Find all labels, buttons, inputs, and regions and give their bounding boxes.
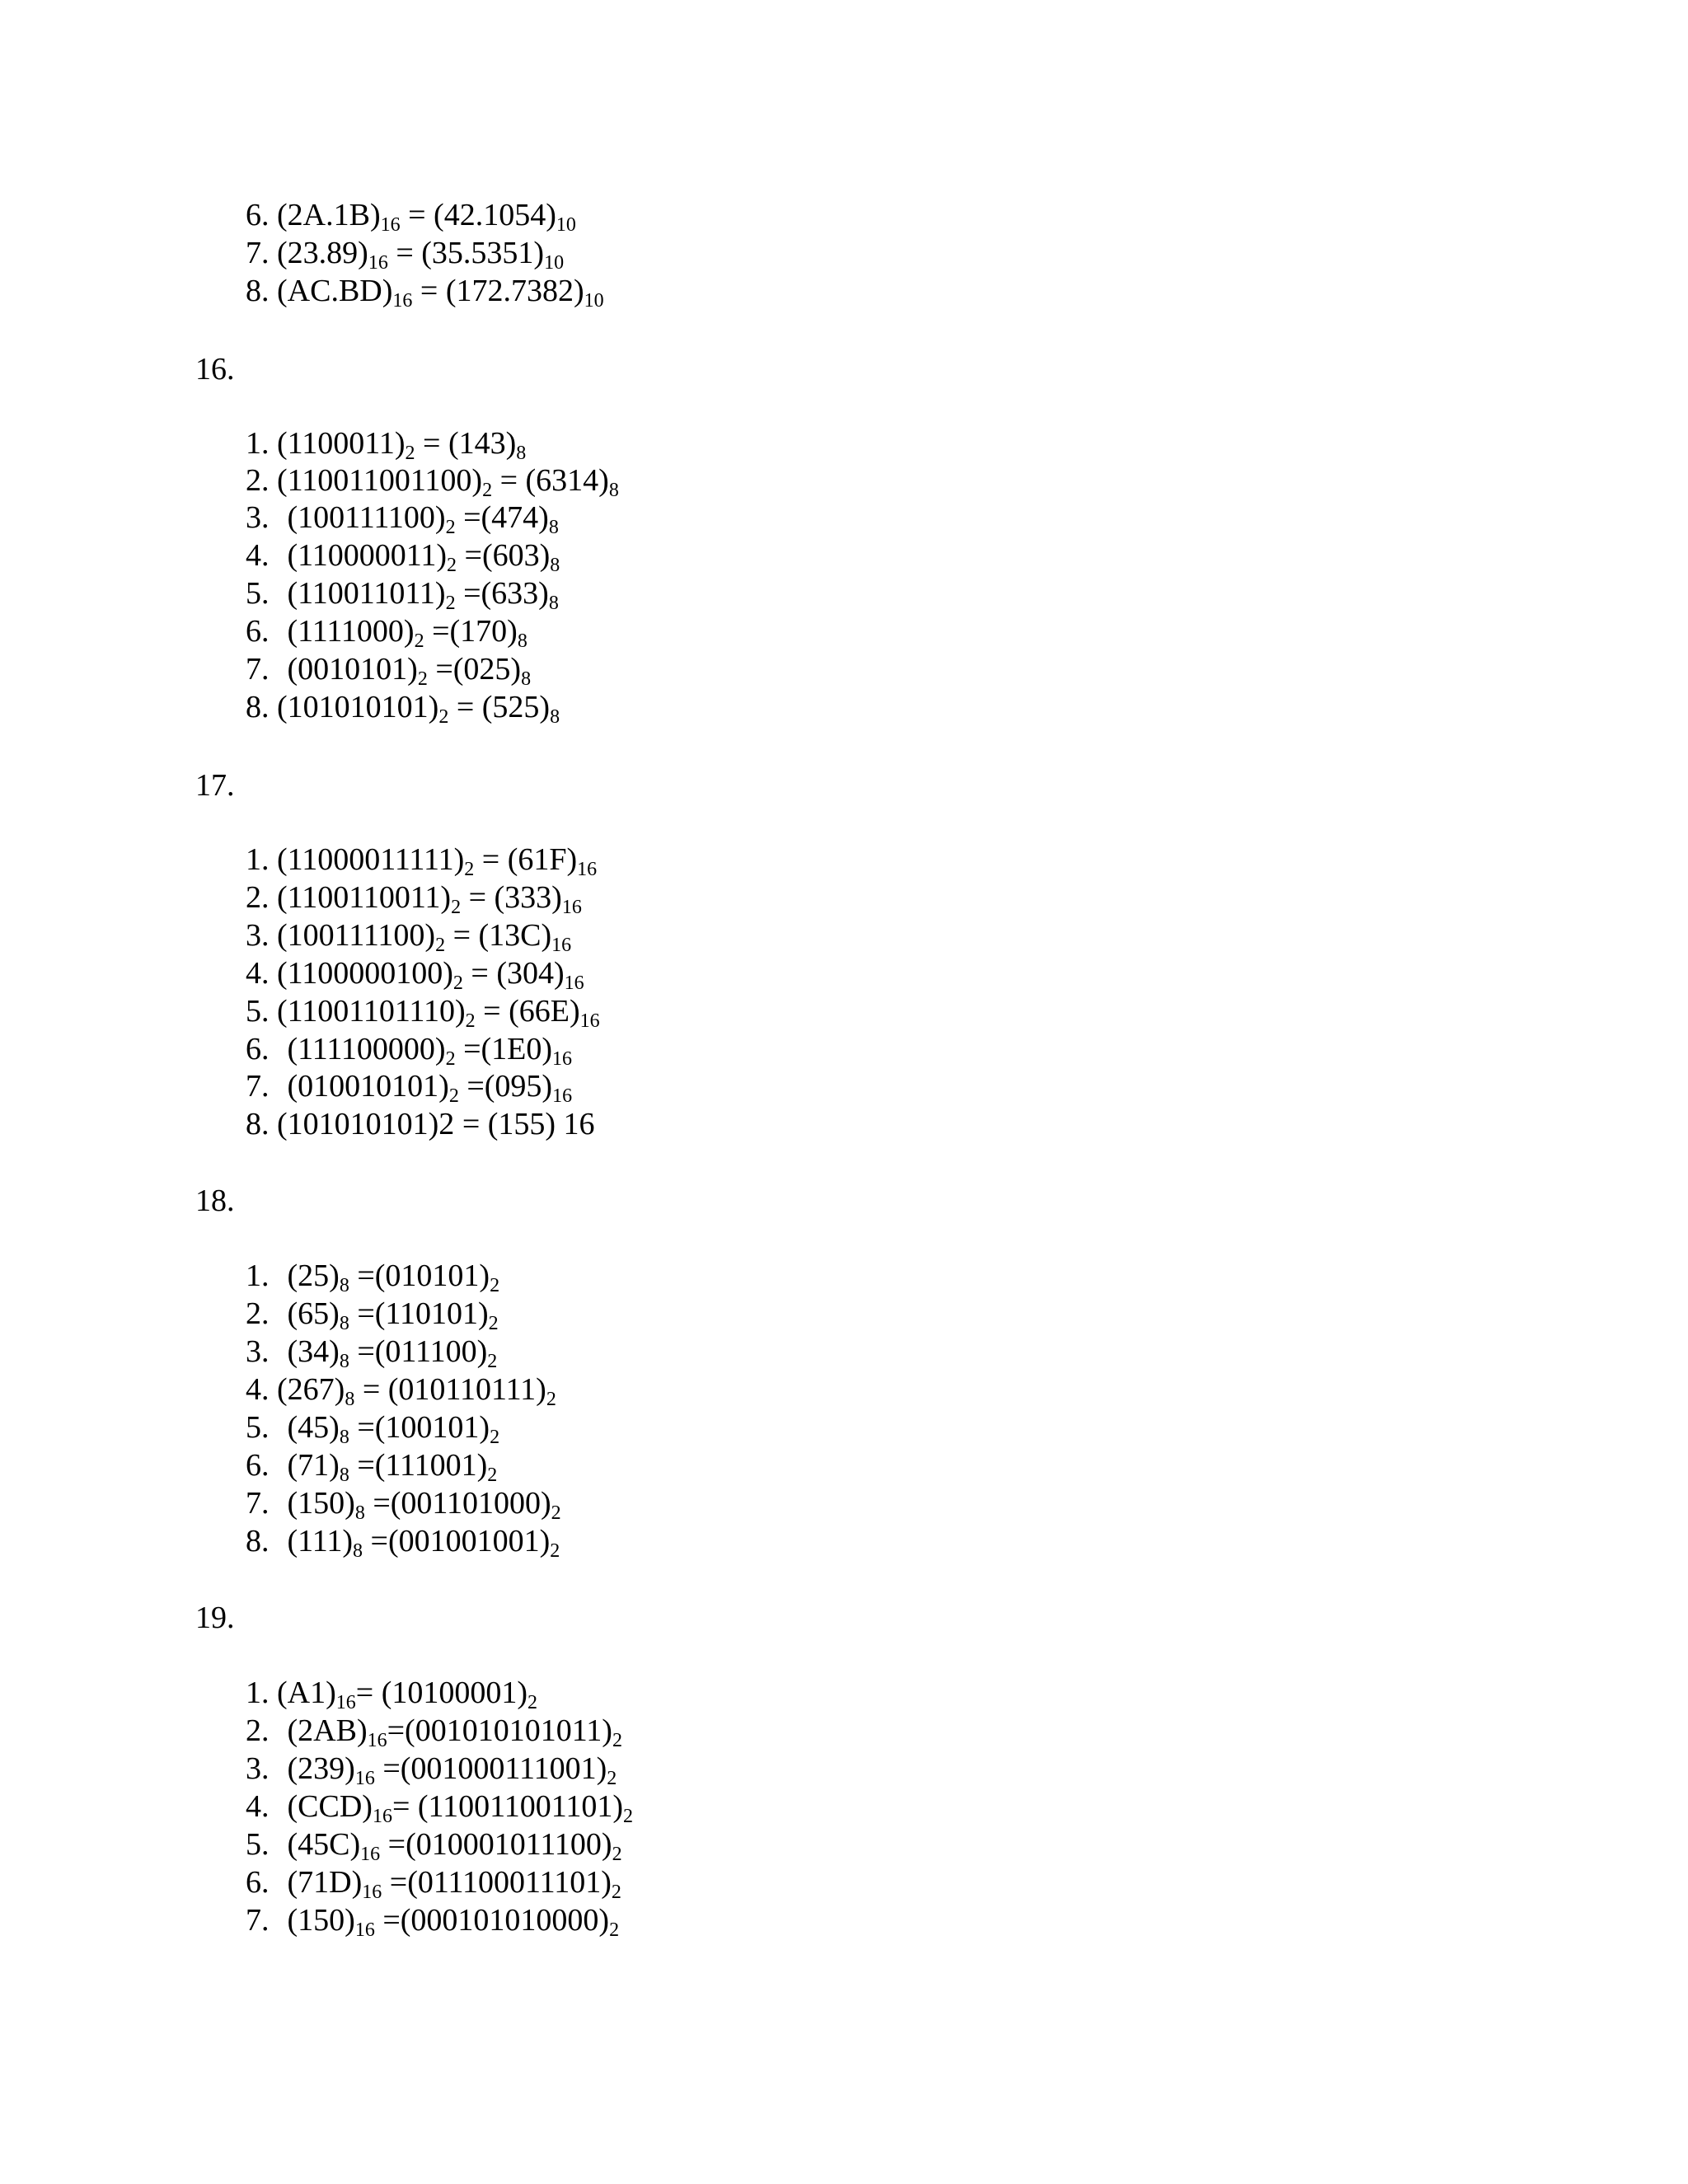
rhs-value: (095) — [484, 1069, 553, 1104]
lhs-value: (010010101) — [287, 1069, 449, 1104]
conversion-line — [246, 1295, 499, 1333]
lhs-value: (150) — [287, 1903, 355, 1938]
lhs-base: 2 — [447, 555, 457, 576]
rhs-value: (525) — [481, 690, 551, 724]
lhs-base: 2 — [464, 859, 475, 880]
rhs-base: 2 — [607, 1768, 617, 1789]
rhs-value: (333) — [494, 880, 562, 915]
equals-sign: = — [374, 1751, 401, 1786]
rhs-base: 2 — [487, 1465, 498, 1486]
item-number: 1. — [246, 1258, 270, 1293]
rhs-value: (13C) — [478, 918, 552, 953]
lhs-base: 2 — [417, 668, 428, 690]
conversion-line — [246, 1788, 633, 1825]
equals-sign: = — [455, 576, 481, 611]
rhs-base: 10 — [584, 290, 604, 312]
conversion-line — [246, 1030, 572, 1068]
conversion-line — [246, 574, 559, 612]
item-number: 3. — [246, 1751, 270, 1786]
rhs-value: (10100001) — [381, 1675, 528, 1710]
lhs-base: 16 — [368, 252, 388, 274]
lhs-base: 16 — [354, 1919, 375, 1941]
rhs-base: 8 — [548, 593, 559, 614]
rhs-value: (304) — [496, 956, 565, 991]
lhs-base: 8 — [339, 1351, 349, 1372]
equals-sign: = — [458, 1069, 485, 1104]
rhs-base: 8 — [516, 443, 527, 464]
rhs-base: 2 — [611, 1882, 621, 1903]
equals-sign: = — [427, 652, 453, 687]
lhs-base: 16 — [354, 1768, 375, 1789]
lhs-base: 16 — [392, 290, 413, 312]
rhs-value: (1E0) — [481, 1032, 553, 1066]
conversion-line — [246, 1522, 560, 1560]
item-number: 2. — [246, 880, 270, 915]
rhs-value: (61F) — [507, 842, 578, 877]
equals-sign: = — [454, 1107, 488, 1141]
lhs-value: (23.89) — [277, 236, 368, 270]
lhs-value: (239) — [287, 1751, 355, 1786]
equals-sign: = — [364, 1486, 391, 1521]
item-number: 5. — [246, 1827, 270, 1862]
conversion-line — [246, 462, 619, 499]
rhs-value: (001010101011) — [405, 1713, 612, 1748]
lhs-value: (65) — [287, 1296, 340, 1331]
item-number: 3. — [246, 500, 270, 535]
equals-sign: = — [354, 1372, 388, 1407]
rhs-base: 2 — [528, 1692, 538, 1713]
item-number: 7. — [246, 1903, 270, 1938]
rhs-base: 8 — [550, 555, 560, 576]
lhs-value: (71) — [287, 1448, 340, 1483]
lhs-value: (1100011) — [277, 426, 406, 461]
rhs-base: 2 — [487, 1351, 498, 1372]
rhs-base: 2 — [622, 1806, 633, 1827]
rhs-base: 2 — [550, 1540, 560, 1562]
item-number: 1. — [246, 842, 270, 877]
lhs-base: 16 — [380, 214, 401, 236]
equals-sign: = — [448, 690, 482, 724]
conversion-line — [246, 499, 559, 537]
rhs-value: (143) — [448, 426, 517, 461]
rhs-base: 8 — [608, 480, 619, 501]
lhs-base: 8 — [353, 1540, 363, 1562]
equals-sign: = — [349, 1258, 375, 1293]
rhs-base: 16 — [551, 935, 572, 956]
lhs-base: 2 — [445, 517, 456, 538]
rhs-value: (111001) — [374, 1448, 488, 1483]
lhs-value: (101010101)2 — [277, 1107, 455, 1141]
conversion-line — [246, 1257, 499, 1295]
equals-sign: = — [392, 1789, 418, 1824]
lhs-value: (11001101110) — [277, 994, 466, 1029]
conversion-line — [246, 650, 531, 688]
rhs-base: 10 — [556, 214, 576, 236]
rhs-base: 2 — [490, 1275, 500, 1296]
item-number: 4. — [246, 1789, 270, 1824]
item-number: 6. — [246, 1865, 270, 1900]
lhs-value: (150) — [287, 1486, 355, 1521]
lhs-value: (11000011111) — [277, 842, 465, 877]
rhs-value: (025) — [452, 652, 522, 687]
item-number: 3. — [246, 918, 270, 953]
conversion-line — [246, 1446, 497, 1484]
section-number: 16. — [195, 352, 235, 387]
lhs-base: 2 — [435, 935, 446, 956]
conversion-line — [246, 1067, 572, 1105]
rhs-value: (66E) — [509, 994, 580, 1029]
item-number: 2. — [246, 1296, 270, 1331]
lhs-value: (110011011) — [287, 576, 446, 611]
conversion-line — [246, 879, 582, 916]
equals-sign: = — [349, 1334, 375, 1369]
lhs-value: (A1) — [277, 1675, 336, 1710]
lhs-value: (0010101) — [287, 652, 418, 687]
lhs-value: (110000011) — [287, 538, 447, 573]
conversion-line — [246, 841, 597, 879]
conversion-line — [246, 954, 584, 992]
rhs-value: (001000111001) — [400, 1751, 607, 1786]
rhs-value: (001101000) — [390, 1486, 551, 1521]
item-number: 3. — [246, 1334, 270, 1369]
lhs-value: (34) — [287, 1334, 340, 1369]
conversion-line — [246, 1371, 556, 1408]
rhs-value: (170) — [449, 614, 518, 649]
rhs-base: 16 — [579, 1010, 600, 1032]
item-number: 4. — [246, 956, 270, 991]
rhs-value: (35.5351) — [421, 236, 545, 270]
conversion-line — [246, 1408, 499, 1446]
item-number: 4. — [246, 538, 270, 573]
item-number: 7. — [246, 236, 270, 270]
lhs-base: 2 — [482, 480, 493, 501]
rhs-base: 16 — [552, 1048, 573, 1070]
item-number: 6. — [246, 198, 270, 232]
lhs-value: (1100000100) — [277, 956, 453, 991]
lhs-base: 16 — [367, 1730, 387, 1751]
equals-sign: = — [380, 1827, 406, 1862]
lhs-value: (111) — [287, 1524, 353, 1558]
conversion-line — [246, 1901, 619, 1939]
rhs-base: 2 — [551, 1502, 561, 1524]
equals-sign: = — [374, 1903, 401, 1938]
equals-sign: = — [400, 198, 434, 232]
lhs-base: 2 — [452, 972, 463, 994]
equals-sign: = — [387, 1713, 406, 1748]
item-number: 2. — [246, 463, 270, 498]
rhs-base: 2 — [609, 1919, 620, 1941]
item-number: 7. — [246, 1069, 270, 1104]
equals-sign: = — [349, 1410, 375, 1445]
rhs-value: (011100011101) — [407, 1865, 612, 1900]
lhs-base: 8 — [345, 1389, 355, 1410]
lhs-base: 2 — [414, 630, 424, 652]
rhs-base: 16 — [577, 859, 598, 880]
rhs-value: (155) 16 — [487, 1107, 595, 1141]
rhs-base: 8 — [521, 668, 532, 690]
rhs-value: (000101010000) — [400, 1903, 610, 1938]
conversion-line — [246, 688, 560, 726]
equals-sign: = — [412, 274, 446, 308]
lhs-base: 16 — [335, 1692, 356, 1713]
rhs-value: (474) — [481, 500, 549, 535]
conversion-line — [246, 196, 576, 234]
conversion-line — [246, 272, 604, 310]
conversion-line — [246, 992, 600, 1030]
lhs-base: 8 — [354, 1502, 365, 1524]
item-number: 1. — [246, 1675, 270, 1710]
lhs-value: (45C) — [287, 1827, 361, 1862]
equals-sign: = — [455, 1032, 481, 1066]
rhs-value: (42.1054) — [434, 198, 556, 232]
equals-sign: = — [455, 500, 481, 535]
conversion-line — [246, 612, 528, 650]
rhs-value: (011100) — [374, 1334, 488, 1369]
lhs-base: 16 — [362, 1882, 382, 1903]
item-number: 5. — [246, 1410, 270, 1445]
rhs-base: 8 — [548, 517, 559, 538]
rhs-value: (603) — [481, 538, 551, 573]
equals-sign: = — [445, 918, 479, 953]
item-number: 6. — [246, 1032, 270, 1066]
lhs-value: (2A.1B) — [277, 198, 381, 232]
rhs-base: 16 — [552, 1085, 573, 1107]
lhs-value: (2AB) — [287, 1713, 368, 1748]
lhs-value: (71D) — [287, 1865, 363, 1900]
equals-sign: = — [475, 994, 509, 1029]
conversion-line — [246, 234, 564, 272]
conversion-line — [246, 424, 526, 462]
rhs-base: 8 — [517, 630, 528, 652]
lhs-base: 2 — [445, 593, 456, 614]
rhs-value: (001001001) — [387, 1524, 551, 1558]
item-number: 1. — [246, 426, 270, 461]
rhs-base: 8 — [550, 706, 560, 728]
conversion-line — [246, 1825, 622, 1863]
lhs-value: (1100110011) — [277, 880, 452, 915]
lhs-base: 8 — [339, 1465, 349, 1486]
equals-sign: = — [363, 1524, 388, 1558]
conversion-line — [246, 1712, 622, 1750]
rhs-value: (010001011100) — [406, 1827, 612, 1862]
rhs-value: (6314) — [525, 463, 609, 498]
equals-sign: = — [424, 614, 450, 649]
item-number: 8. — [246, 1107, 270, 1141]
item-number: 6. — [246, 1448, 270, 1483]
rhs-value: (110101) — [374, 1296, 489, 1331]
section-number: 17. — [195, 768, 235, 803]
rhs-base: 16 — [561, 897, 582, 918]
rhs-value: (633) — [481, 576, 549, 611]
section-number: 18. — [195, 1183, 235, 1218]
lhs-value: (AC.BD) — [277, 274, 393, 308]
rhs-base: 2 — [612, 1730, 622, 1751]
equals-sign: = — [382, 1865, 408, 1900]
lhs-base: 2 — [445, 1048, 456, 1070]
equals-sign: = — [387, 236, 422, 270]
rhs-base: 16 — [564, 972, 584, 994]
lhs-base: 8 — [339, 1275, 349, 1296]
conversion-line — [246, 1674, 537, 1712]
rhs-base: 2 — [612, 1844, 622, 1865]
conversion-line — [246, 1750, 617, 1788]
lhs-value: (267) — [277, 1372, 345, 1407]
lhs-base: 2 — [451, 897, 462, 918]
item-number: 5. — [246, 994, 270, 1029]
lhs-base: 8 — [339, 1313, 349, 1334]
conversion-line — [246, 1105, 595, 1143]
equals-sign: = — [349, 1296, 375, 1331]
lhs-value: (101010101) — [277, 690, 439, 724]
item-number: 7. — [246, 652, 270, 687]
item-number: 8. — [246, 1524, 270, 1558]
lhs-value: (1111000) — [287, 614, 415, 649]
equals-sign: = — [349, 1448, 375, 1483]
conversion-line — [246, 916, 571, 954]
rhs-base: 2 — [490, 1427, 500, 1448]
rhs-base: 10 — [544, 252, 565, 274]
lhs-value: (100111100) — [287, 500, 446, 535]
lhs-base: 16 — [360, 1844, 381, 1865]
lhs-value: (100111100) — [277, 918, 436, 953]
lhs-value: (CCD) — [287, 1789, 373, 1824]
lhs-value: (25) — [287, 1258, 340, 1293]
equals-sign: = — [461, 880, 495, 915]
conversion-line — [246, 1863, 621, 1901]
equals-sign: = — [462, 956, 497, 991]
lhs-base: 2 — [465, 1010, 476, 1032]
rhs-base: 2 — [546, 1389, 556, 1410]
item-number: 4. — [246, 1372, 270, 1407]
conversion-line — [246, 1333, 497, 1371]
rhs-value: (010101) — [374, 1258, 490, 1293]
item-number: 2. — [246, 1713, 270, 1748]
item-number: 7. — [246, 1486, 270, 1521]
item-number: 8. — [246, 274, 270, 308]
rhs-value: (100101) — [374, 1410, 490, 1445]
item-number: 5. — [246, 576, 270, 611]
rhs-value: (010110111) — [387, 1372, 546, 1407]
equals-sign: = — [415, 426, 448, 461]
section-number: 19. — [195, 1601, 235, 1635]
rhs-value: (172.7382) — [445, 274, 584, 308]
lhs-value: (45) — [287, 1410, 340, 1445]
item-number: 8. — [246, 690, 270, 724]
lhs-value: (110011001100) — [277, 463, 483, 498]
rhs-value: (110011001101) — [417, 1789, 623, 1824]
rhs-base: 2 — [488, 1313, 499, 1334]
lhs-value: (111100000) — [287, 1032, 446, 1066]
lhs-base: 8 — [339, 1427, 349, 1448]
conversion-line — [246, 537, 560, 574]
conversion-line — [246, 1484, 561, 1522]
lhs-base: 2 — [438, 706, 449, 728]
item-number: 6. — [246, 614, 270, 649]
lhs-base: 2 — [448, 1085, 459, 1107]
lhs-base: 16 — [372, 1806, 392, 1827]
equals-sign: = — [355, 1675, 382, 1710]
equals-sign: = — [474, 842, 508, 877]
lhs-base: 2 — [405, 443, 415, 464]
equals-sign: = — [457, 538, 482, 573]
equals-sign: = — [492, 463, 526, 498]
